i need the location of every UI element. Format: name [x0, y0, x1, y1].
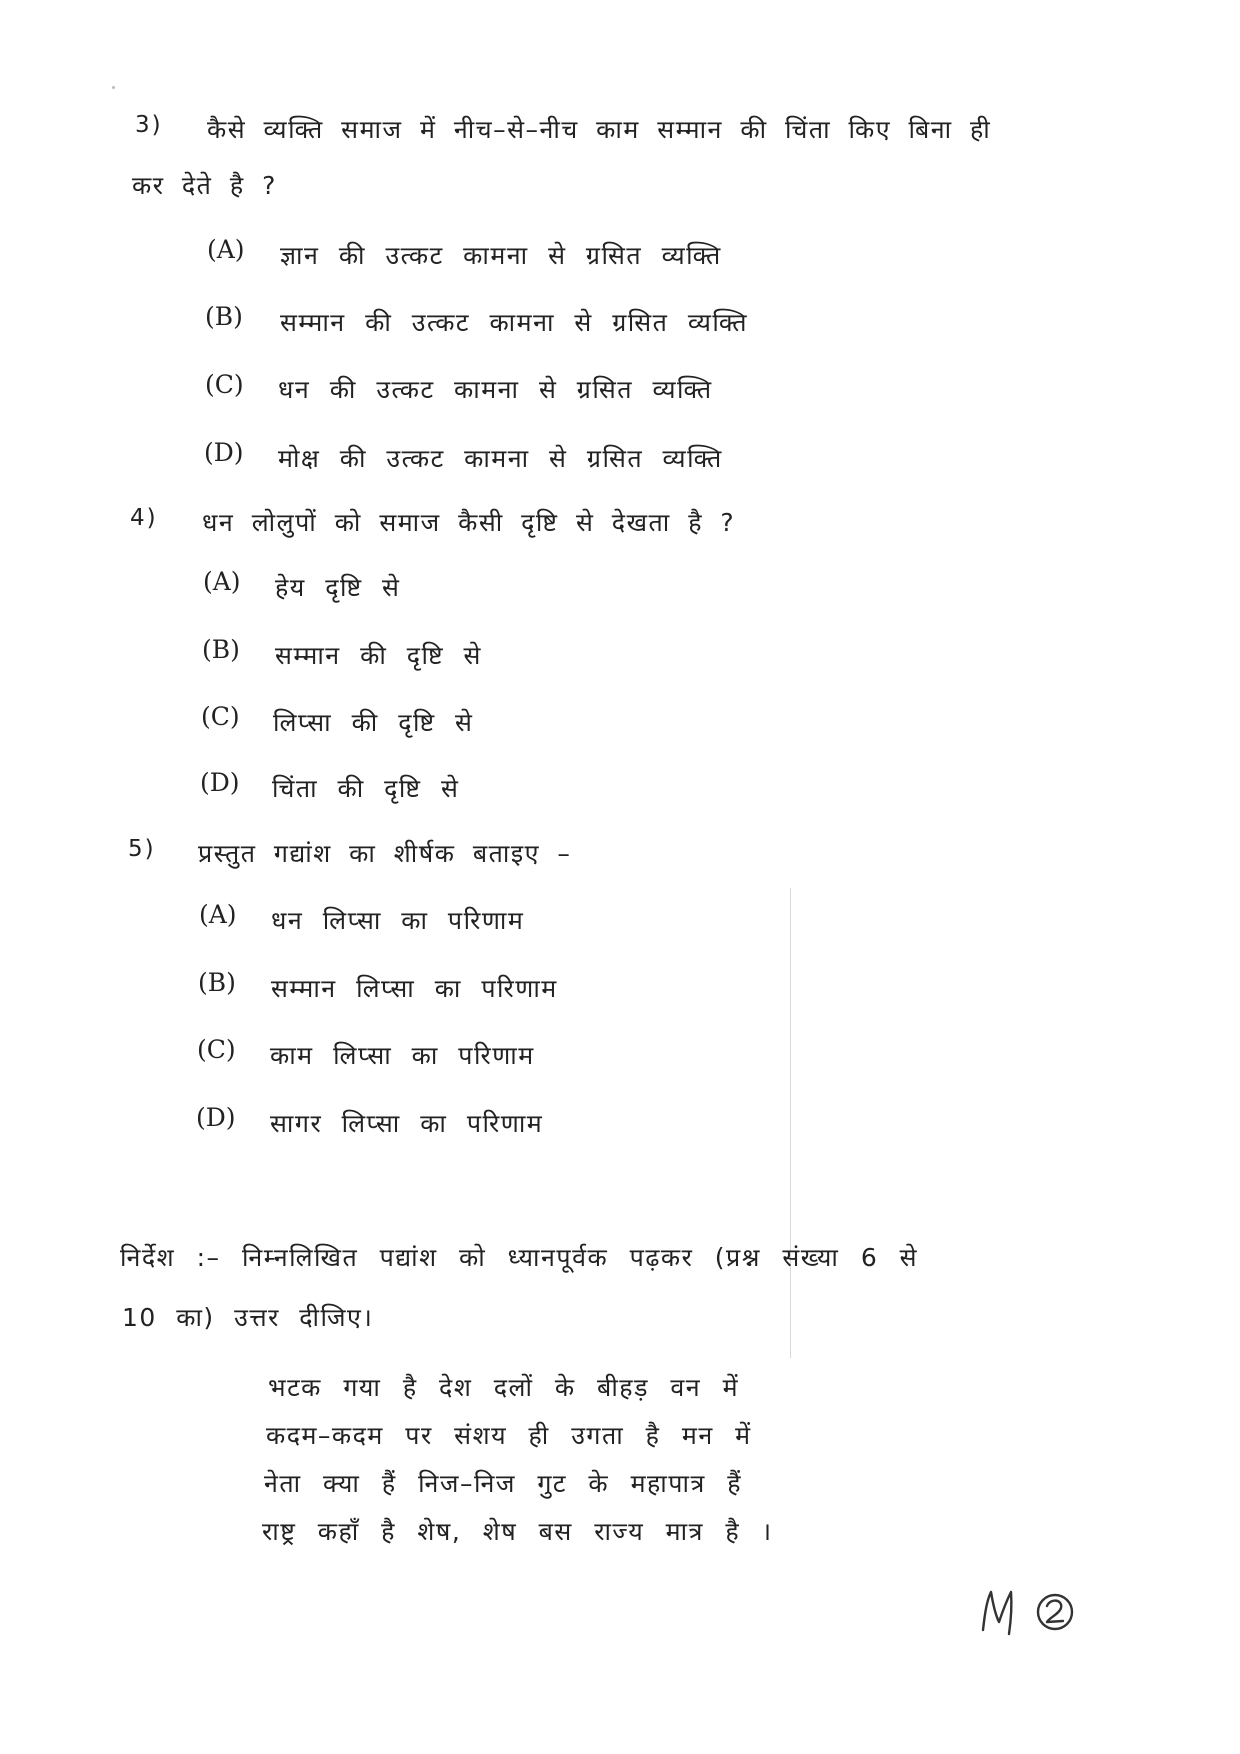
question-number: 3)	[135, 112, 163, 138]
option-text: सागर लिप्सा का परिणाम	[270, 1109, 544, 1138]
option-text: काम लिप्सा का परिणाम	[270, 1041, 535, 1070]
option-label: (A)	[203, 567, 241, 596]
question-text: प्रस्तुत गद्यांश का शीर्षक बताइए –	[198, 839, 572, 868]
question-text-cont: कर देते है ?	[132, 171, 277, 200]
option-text: सम्मान की दृष्टि से	[275, 641, 482, 670]
question-text: कैसे व्यक्ति समाज में नीच–से–नीच काम सम्मान की चिंता किए बिना ही	[207, 115, 992, 144]
option-label: (A)	[207, 235, 245, 264]
poem-line: कदम–कदम पर संशय ही उगता है मन में	[266, 1421, 752, 1450]
option-label: (B)	[202, 635, 240, 664]
instruction-text-cont: 10 का) उत्तर दीजिए।	[122, 1303, 374, 1332]
option-label: (D)	[196, 1103, 236, 1132]
option-label: (B)	[198, 968, 236, 997]
option-text: धन लिप्सा का परिणाम	[271, 906, 525, 935]
question-text: धन लोलुपों को समाज कैसी दृष्टि से देखता है ?	[202, 508, 736, 537]
scan-speck	[112, 86, 115, 89]
option-label: (D)	[200, 768, 240, 797]
option-text: चिंता की दृष्टि से	[272, 774, 460, 803]
option-text: ज्ञान की उत्कट कामना से ग्रसित व्यक्ति	[280, 241, 722, 270]
option-label: (C)	[197, 1035, 236, 1064]
poem-line: नेता क्या हैं निज–निज गुट के महापात्र हैं	[264, 1469, 742, 1498]
question-number: 4)	[130, 505, 158, 531]
option-label: (D)	[204, 438, 244, 467]
option-text: धन की उत्कट कामना से ग्रसित व्यक्ति	[278, 375, 713, 404]
option-label: (C)	[205, 370, 244, 399]
question-number: 5)	[128, 836, 156, 862]
option-label: (A)	[199, 900, 237, 929]
instruction-text: निर्देश :– निम्नलिखित पद्यांश को ध्यानपूर्वक पढ़कर (प्रश्न संख्या 6 से	[120, 1243, 919, 1272]
option-label: (B)	[205, 302, 243, 331]
handwritten-page-mark-icon	[975, 1582, 1090, 1642]
option-text: लिप्सा की दृष्टि से	[273, 708, 474, 737]
option-label: (C)	[201, 702, 240, 731]
option-text: मोक्ष की उत्कट कामना से ग्रसित व्यक्ति	[278, 444, 723, 473]
option-text: हेय दृष्टि से	[275, 573, 401, 602]
poem-line: भटक गया है देश दलों के बीहड़ वन में	[268, 1373, 740, 1402]
option-text: सम्मान की उत्कट कामना से ग्रसित व्यक्ति	[280, 308, 749, 337]
option-text: सम्मान लिप्सा का परिणाम	[271, 974, 558, 1003]
page-fold-line	[790, 888, 791, 1358]
poem-line: राष्ट्र कहाँ है शेष, शेष बस राज्य मात्र है ।	[262, 1517, 773, 1546]
